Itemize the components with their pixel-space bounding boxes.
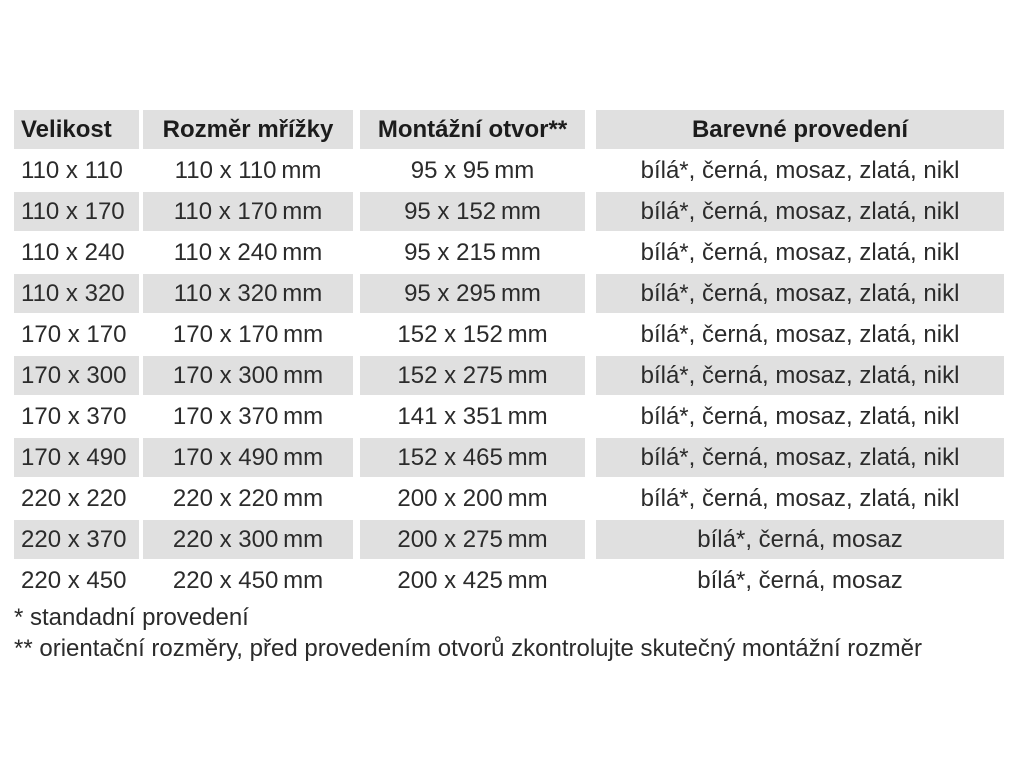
cell-montazni-otvor: 95 x 295 mm xyxy=(360,274,585,313)
table-row xyxy=(14,520,1004,559)
cell-montazni-otvor: 141 x 351 mm xyxy=(397,403,548,430)
cell-barevne-provedeni: bílá*, černá, mosaz, zlatá, nikl xyxy=(640,157,960,184)
cell-rozmer-mrizky: 220 x 450 mm xyxy=(172,567,324,594)
cell-barevne-provedeni: bílá*, černá, mosaz, zlatá, nikl xyxy=(640,403,960,430)
cell-rozmer-mrizky: 220 x 220 mm xyxy=(172,485,324,512)
cell-montazni-otvor: 152 x 152 mm xyxy=(397,321,548,348)
cell-velikost: 170 x 370 xyxy=(21,403,127,430)
table-row xyxy=(14,356,1004,395)
cell-barevne-provedeni: bílá*, černá, mosaz, zlatá, nikl xyxy=(596,438,1004,477)
cell-barevne-provedeni: bílá*, černá, mosaz, zlatá, nikl xyxy=(640,485,960,512)
cell-montazni-otvor: 95 x 152 mm xyxy=(360,192,585,231)
header-velikost: Velikost xyxy=(14,110,139,149)
table-row xyxy=(14,397,1004,436)
cell-rozmer-mrizky: 110 x 170 mm xyxy=(143,192,353,231)
header-montazni-otvor: Montážní otvor** xyxy=(360,110,585,149)
cell-rozmer-mrizky: 170 x 170 mm xyxy=(172,321,324,348)
table-row xyxy=(14,315,1004,354)
cell-montazni-otvor: 200 x 275 mm xyxy=(360,520,585,559)
cell-velikost: 170 x 490 xyxy=(14,438,139,477)
table-row xyxy=(14,274,1004,313)
cell-velikost: 170 x 300 xyxy=(14,356,139,395)
cell-rozmer-mrizky: 110 x 240 mm xyxy=(173,239,323,266)
cell-barevne-provedeni: bílá*, černá, mosaz xyxy=(596,520,1004,559)
cell-rozmer-mrizky: 110 x 110 mm xyxy=(174,157,322,184)
cell-montazni-otvor: 200 x 200 mm xyxy=(397,485,548,512)
cell-barevne-provedeni: bílá*, černá, mosaz xyxy=(697,567,903,594)
cell-velikost: 220 x 220 xyxy=(21,485,127,512)
table-body xyxy=(14,151,1004,600)
footnote-standard: * standadní provedení xyxy=(14,604,249,631)
cell-velikost: 220 x 450 xyxy=(21,567,127,594)
header-barevne-provedeni: Barevné provedení xyxy=(596,110,1004,149)
header-rozmer-mrizky: Rozměr mřížky xyxy=(143,110,353,149)
cell-rozmer-mrizky: 170 x 370 mm xyxy=(172,403,324,430)
cell-velikost: 110 x 240 xyxy=(21,239,125,266)
cell-velikost: 170 x 170 xyxy=(21,321,127,348)
cell-rozmer-mrizky: 220 x 300 mm xyxy=(143,520,353,559)
table-row xyxy=(14,479,1004,518)
cell-barevne-provedeni: bílá*, černá, mosaz, zlatá, nikl xyxy=(640,239,960,266)
cell-rozmer-mrizky: 170 x 300 mm xyxy=(143,356,353,395)
cell-montazni-otvor: 152 x 275 mm xyxy=(360,356,585,395)
cell-rozmer-mrizky: 110 x 320 mm xyxy=(143,274,353,313)
table-row xyxy=(14,151,1004,190)
cell-barevne-provedeni: bílá*, černá, mosaz, zlatá, nikl xyxy=(596,192,1004,231)
cell-barevne-provedeni: bílá*, černá, mosaz, zlatá, nikl xyxy=(640,321,960,348)
cell-barevne-provedeni: bílá*, černá, mosaz, zlatá, nikl xyxy=(596,356,1004,395)
table-row xyxy=(14,438,1004,477)
cell-montazni-otvor: 95 x 215 mm xyxy=(404,239,541,266)
cell-velikost: 220 x 370 xyxy=(14,520,139,559)
footnotes xyxy=(14,602,1004,664)
cell-velikost: 110 x 170 xyxy=(14,192,139,231)
table-row xyxy=(14,561,1004,600)
cell-barevne-provedeni: bílá*, černá, mosaz, zlatá, nikl xyxy=(596,274,1004,313)
table-row xyxy=(14,233,1004,272)
cell-velikost: 110 x 110 xyxy=(21,157,123,184)
size-spec-table xyxy=(14,110,1004,602)
footnote-orientacni: ** orientační rozměry, před provedením otvorů zkontrolujte skutečný montážní rozměr xyxy=(14,635,922,662)
cell-rozmer-mrizky: 170 x 490 mm xyxy=(143,438,353,477)
table-row xyxy=(14,192,1004,231)
cell-montazni-otvor: 95 x 95 mm xyxy=(410,157,535,184)
table-header-row xyxy=(14,110,1004,149)
cell-montazni-otvor: 152 x 465 mm xyxy=(360,438,585,477)
cell-montazni-otvor: 200 x 425 mm xyxy=(397,567,548,594)
cell-velikost: 110 x 320 xyxy=(14,274,139,313)
